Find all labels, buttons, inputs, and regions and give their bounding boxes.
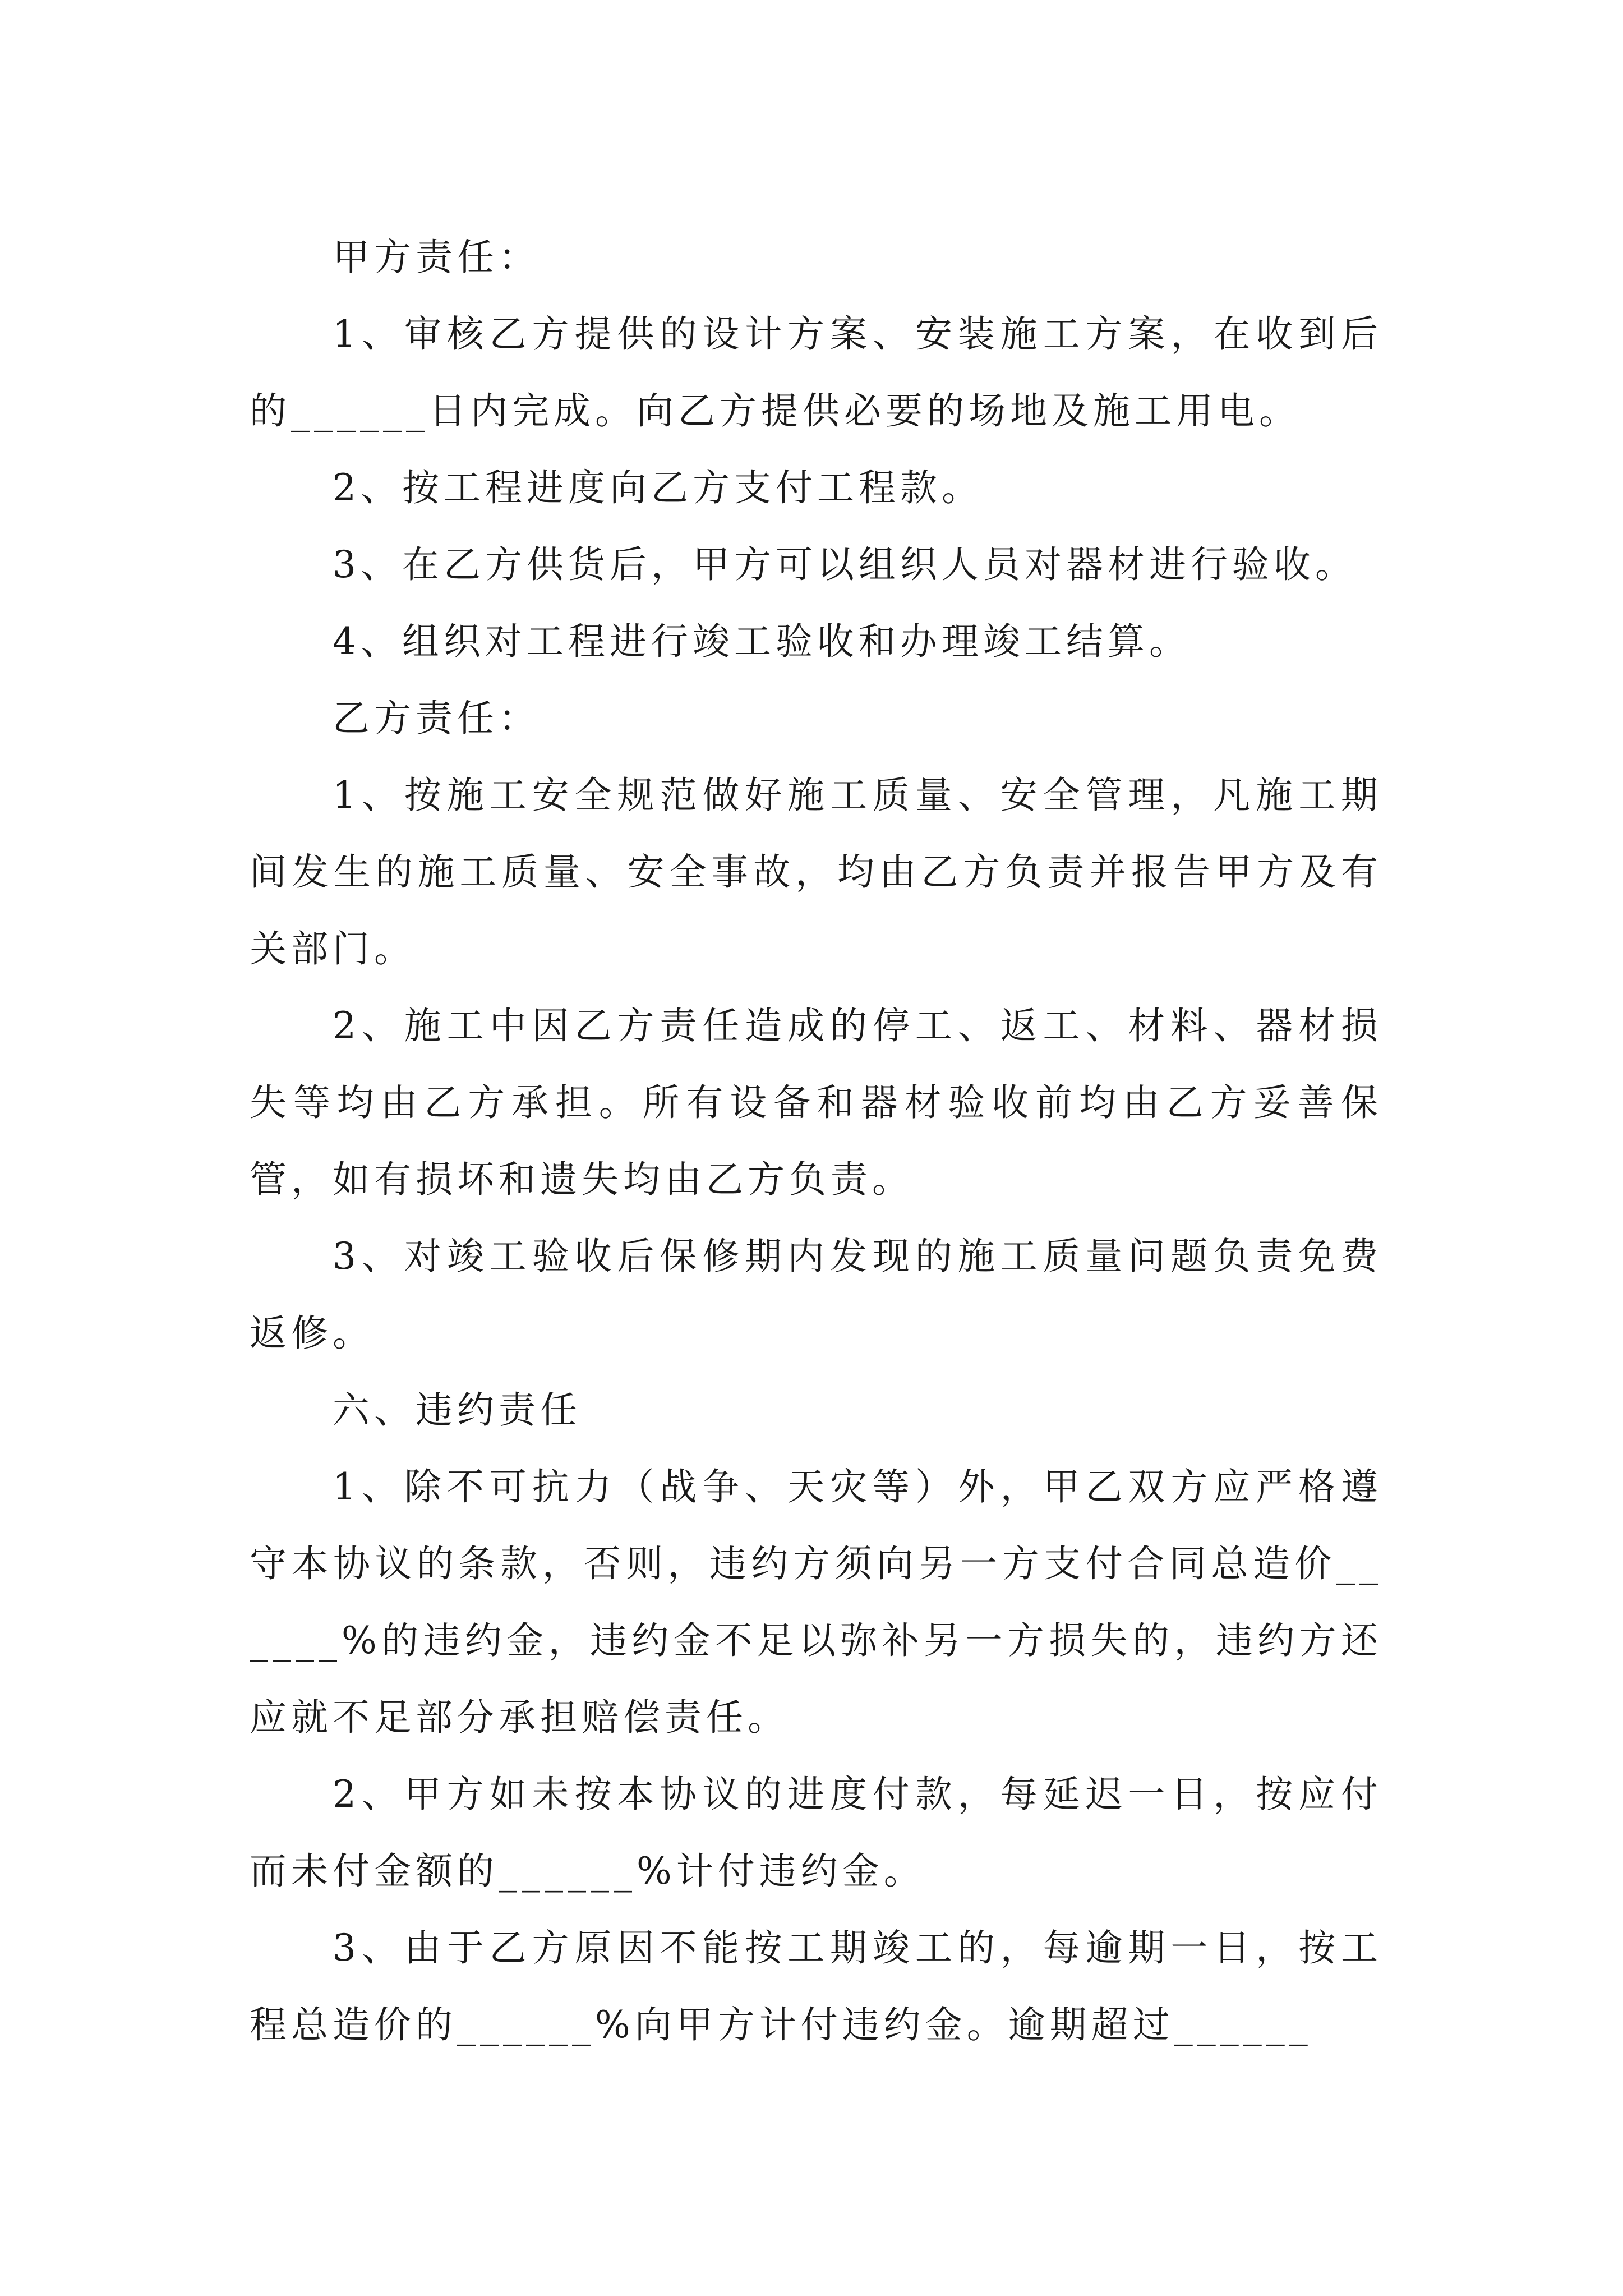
party-a-clause-1: 1、审核乙方提供的设计方案、安装施工方案，在收到后的______日内完成。向乙方提供必要的场地及施工用电。	[250, 312, 1382, 432]
party-a-clause-2: 2、按工程进度向乙方支付工程款。	[333, 466, 983, 509]
party-b-clause-2: 2、施工中因乙方责任造成的停工、返工、材料、器材损失等均由乙方承担。所有设备和器材验收前均由乙方妥善保管，如有损坏和遗失均由乙方负责。	[250, 1004, 1382, 1201]
party-a-clause-4: 4、组织对工程进行竣工验收和办理竣工结算。	[333, 620, 1191, 663]
document-body	[250, 219, 1382, 2063]
breach-clause-3: 3、由于乙方原因不能按工期竣工的，每逾期一日，按工程总造价的______%向甲方计付违约金。逾期超过______	[250, 1926, 1382, 2046]
heading-breach-liability: 六、违约责任	[333, 1388, 582, 1432]
party-a-clause-3: 3、在乙方供货后，甲方可以组织人员对器材进行验收。	[333, 543, 1357, 586]
breach-clause-1: 1、除不可抗力（战争、天灾等）外，甲乙双方应严格遵守本协议的条款，否则，违约方须向另一方支付合同总造价______%的违约金，违约金不足以弥补另一方损失的，违约方还应就不足部分承担赔偿责任。	[250, 1465, 1382, 1739]
party-b-clause-1: 1、按施工安全规范做好施工质量、安全管理，凡施工期间发生的施工质量、安全事故，均由乙方负责并报告甲方及有关部门。	[250, 774, 1382, 970]
breach-clause-2: 2、甲方如未按本协议的进度付款，每延迟一日，按应付而未付金额的______%计付违约金。	[250, 1773, 1382, 1893]
party-b-clause-3: 3、对竣工验收后保修期内发现的施工质量问题负责免费返修。	[250, 1235, 1382, 1355]
heading-party-b-responsibility: 乙方责任：	[333, 697, 540, 740]
heading-party-a-responsibility: 甲方责任：	[333, 236, 540, 279]
